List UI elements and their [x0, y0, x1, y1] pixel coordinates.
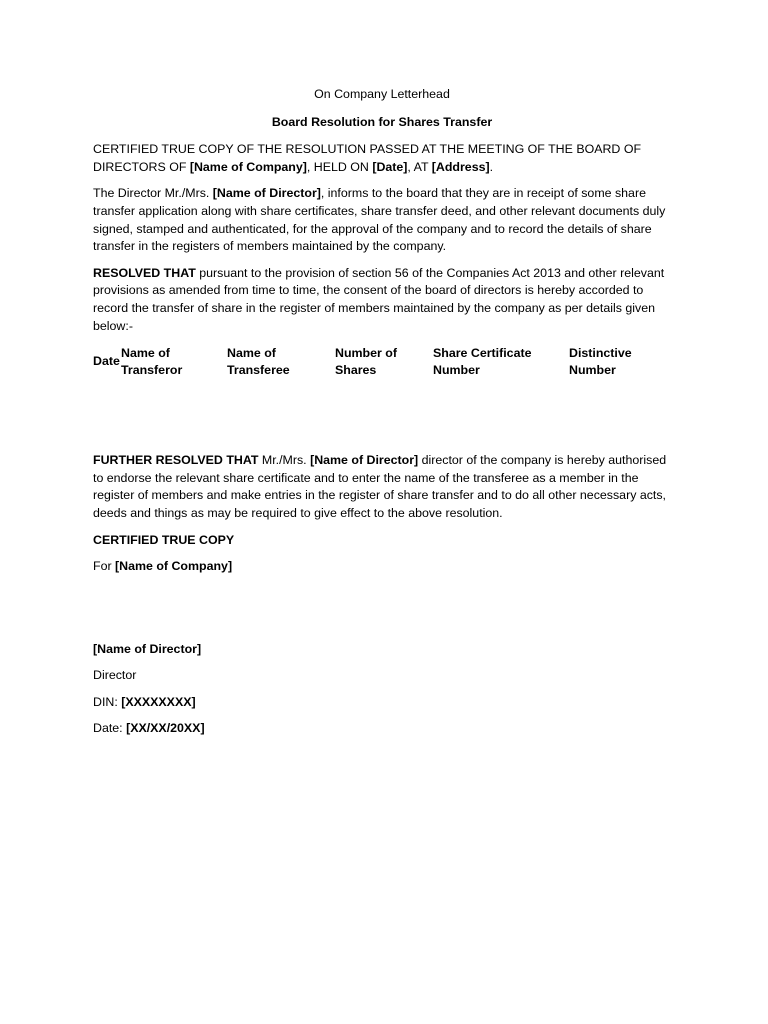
- table-header-transferee: Name of Transferee: [227, 345, 290, 378]
- further-text-2: director of the company is hereby authorised to endorse the relevant share certificate and to enter the name of the transferee as a member in the register of members and make entries in the register of share transfer and to do all other necessary acts, deeds and things as may be required to give effect to the above resolution.: [93, 453, 667, 520]
- table-header-transferor: Name of Transferor: [121, 345, 183, 378]
- table-header-number-of-shares: Number of Shares: [335, 345, 397, 378]
- further-text-1: Mr./Mrs.: [258, 453, 311, 468]
- cert-intro-text-3: , AT: [407, 159, 432, 174]
- signatory-date: [93, 720, 671, 738]
- certified-true-copy-heading: [93, 532, 671, 550]
- further-resolved-lead: FURTHER RESOLVED THAT: [93, 453, 259, 468]
- resolved-text: pursuant to the provision of section 56 of the Companies Act 2013 and other relevant provisions as amended from time to time, the consent of the board of directors is hereby accorded to record the transfer of share in the register of members maintained by the company as per details given below:-: [93, 265, 665, 333]
- din-label: DIN:: [93, 694, 122, 709]
- director-name-placeholder: [Name of Director]: [212, 186, 321, 201]
- address-placeholder: [Address]: [431, 159, 490, 174]
- date-placeholder: [XX/XX/20XX]: [126, 721, 205, 736]
- table-header-date: Date: [93, 354, 120, 369]
- for-company-placeholder: [Name of Company]: [115, 559, 233, 574]
- certified-true-copy-text: CERTIFIED TRUE COPY: [93, 532, 235, 547]
- certified-intro-paragraph: [93, 141, 671, 176]
- document-title-text: Board Resolution for Shares Transfer: [271, 114, 493, 129]
- din-placeholder: [XXXXXXXX]: [121, 694, 196, 709]
- document-page: [93, 86, 671, 748]
- signatory-name: [93, 641, 671, 659]
- share-transfer-table-header: [93, 344, 671, 380]
- resolved-lead: RESOLVED THAT: [93, 265, 196, 280]
- for-label: For: [93, 559, 116, 574]
- cert-intro-text-1: CERTIFIED TRUE COPY OF THE RESOLUTION PASSED AT THE MEETING OF THE BOARD OF DIRECTORS OF: [93, 142, 642, 174]
- director-paragraph: [93, 185, 671, 255]
- signatory-din: [93, 694, 671, 712]
- further-director-placeholder: [Name of Director]: [310, 453, 419, 468]
- signatory-role: Director: [93, 668, 137, 683]
- table-header-share-certificate-number: Share Certificate Number: [433, 345, 532, 378]
- meeting-date-placeholder: [Date]: [372, 159, 408, 174]
- director-para-text-1: The Director Mr./Mrs.: [93, 186, 213, 201]
- table-header-distinctive-number: Distinctive Number: [569, 345, 632, 378]
- for-company-line: [93, 558, 671, 576]
- further-resolved-paragraph: [93, 452, 671, 522]
- letterhead-note: On Company Letterhead: [314, 87, 450, 101]
- document-title: [93, 114, 671, 132]
- signatory-name-placeholder: [Name of Director]: [93, 641, 202, 656]
- resolved-paragraph: [93, 265, 671, 335]
- company-name-placeholder: [Name of Company]: [189, 159, 307, 174]
- cert-intro-text-4: .: [489, 159, 494, 174]
- date-label: Date:: [93, 721, 127, 736]
- cert-intro-text-2: , HELD ON: [306, 159, 373, 174]
- director-para-text-2: , informs to the board that they are in receipt of some share transfer application along with share certificates, share transfer deed, and other relevant documents duly signed, stamped and authenticated, for the approval of the company and to record the details of share transfer in the registers of members maintained by the company.: [93, 186, 666, 254]
